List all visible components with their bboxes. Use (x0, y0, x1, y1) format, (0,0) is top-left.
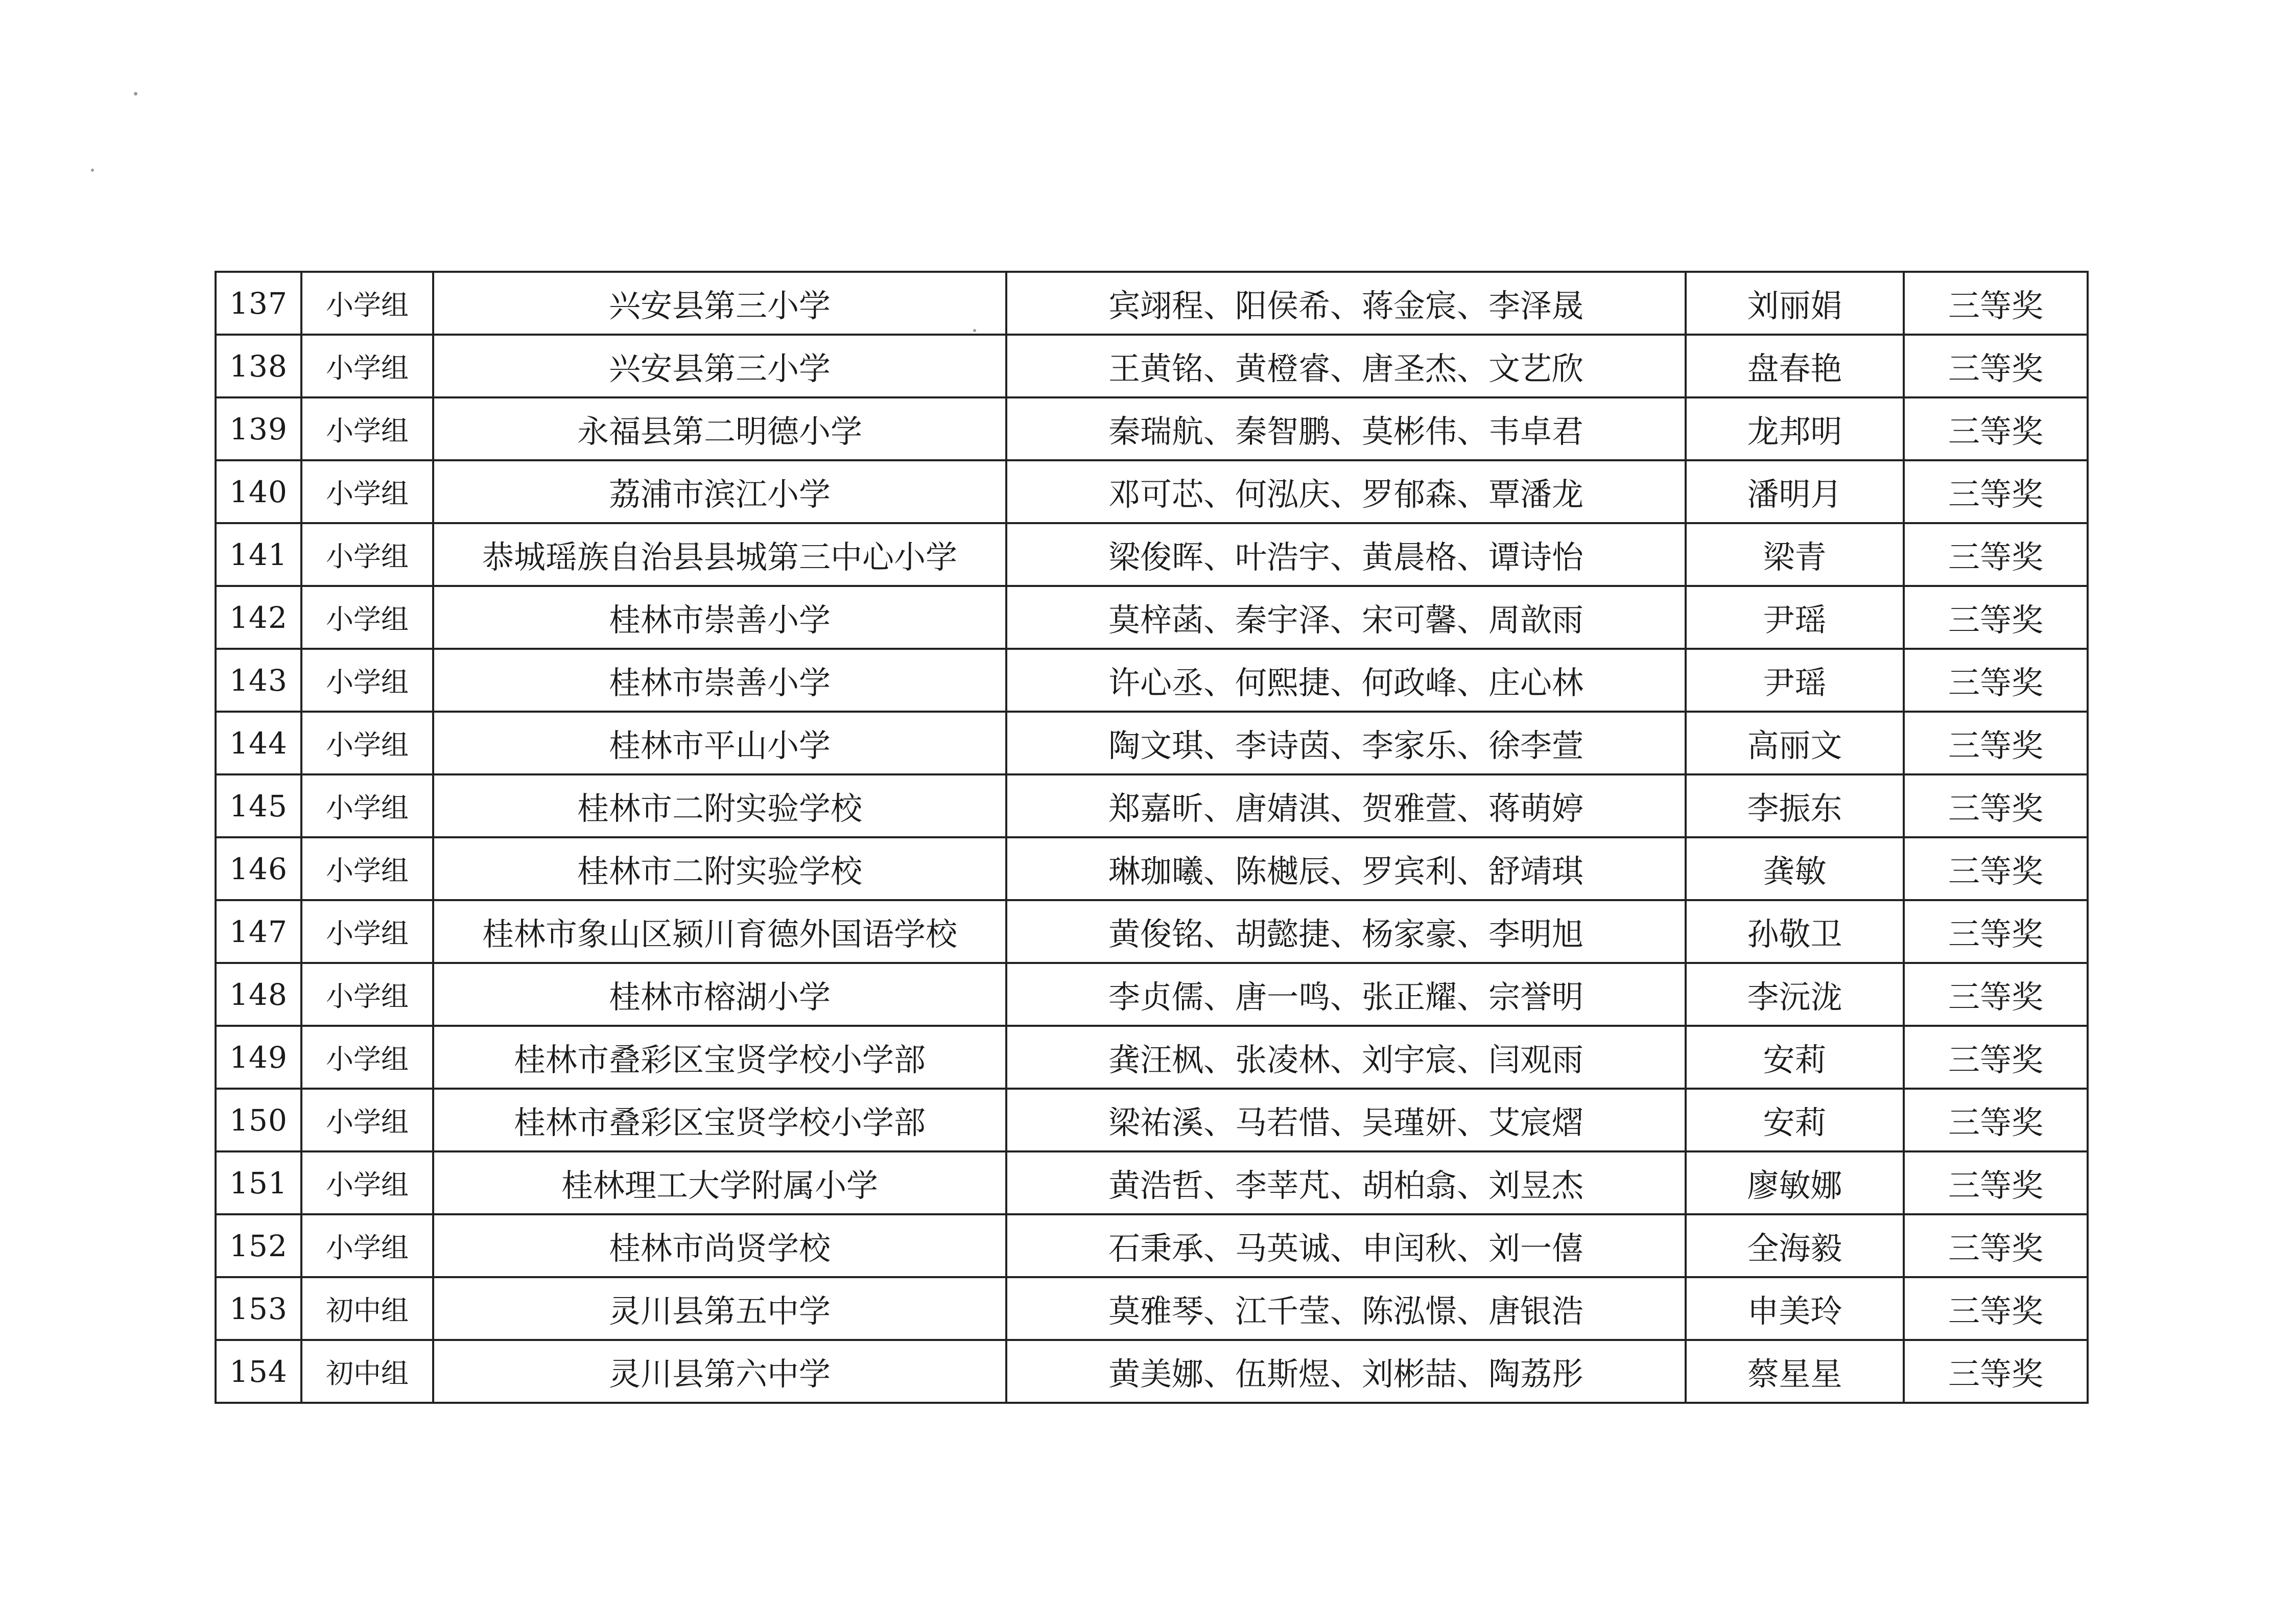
entry-number: 140 (216, 460, 301, 523)
award-cell: 三等奖 (1904, 712, 2088, 774)
students-cell: 龚汪枫、张凌林、刘宇宸、闫观雨 (1006, 1026, 1686, 1089)
entry-number: 141 (216, 523, 301, 586)
entry-number: 142 (216, 586, 301, 649)
school-cell: 恭城瑶族自治县县城第三中心小学 (433, 523, 1006, 586)
group-cell: 小学组 (301, 460, 433, 523)
table-row (216, 963, 2088, 1026)
students-cell: 李贞儒、唐一鸣、张正耀、宗誉明 (1006, 963, 1686, 1026)
entry-number: 150 (216, 1089, 301, 1151)
award-cell: 三等奖 (1904, 460, 2088, 523)
table-row (216, 397, 2088, 460)
group-cell: 小学组 (301, 335, 433, 397)
award-cell: 三等奖 (1904, 272, 2088, 335)
students-cell: 黄俊铭、胡懿捷、杨家豪、李明旭 (1006, 900, 1686, 963)
entry-number: 149 (216, 1026, 301, 1089)
table-row (216, 460, 2088, 523)
entry-number: 143 (216, 649, 301, 712)
group-cell: 小学组 (301, 963, 433, 1026)
table-row (216, 1089, 2088, 1151)
teacher-cell: 李振东 (1686, 774, 1904, 837)
award-cell: 三等奖 (1904, 649, 2088, 712)
group-cell: 小学组 (301, 586, 433, 649)
award-cell: 三等奖 (1904, 1089, 2088, 1151)
table-row (216, 712, 2088, 774)
table-row (216, 900, 2088, 963)
teacher-cell: 潘明月 (1686, 460, 1904, 523)
scan-speck (91, 169, 94, 172)
school-cell: 桂林市叠彩区宝贤学校小学部 (433, 1026, 1006, 1089)
teacher-cell: 孙敬卫 (1686, 900, 1904, 963)
entry-number: 137 (216, 272, 301, 335)
students-cell: 石秉承、马英诚、申闰秋、刘一僖 (1006, 1214, 1686, 1277)
award-cell: 三等奖 (1904, 1026, 2088, 1089)
award-cell: 三等奖 (1904, 397, 2088, 460)
entry-number: 139 (216, 397, 301, 460)
group-cell: 小学组 (301, 1026, 433, 1089)
teacher-cell: 全海毅 (1686, 1214, 1904, 1277)
group-cell: 小学组 (301, 272, 433, 335)
entry-number: 138 (216, 335, 301, 397)
students-cell: 王黄铭、黄橙睿、唐圣杰、文艺欣 (1006, 335, 1686, 397)
teacher-cell: 廖敏娜 (1686, 1151, 1904, 1214)
table-row (216, 335, 2088, 397)
award-cell: 三等奖 (1904, 335, 2088, 397)
table-row (216, 523, 2088, 586)
teacher-cell: 龙邦明 (1686, 397, 1904, 460)
group-cell: 初中组 (301, 1277, 433, 1340)
award-cell: 三等奖 (1904, 774, 2088, 837)
school-cell: 灵川县第五中学 (433, 1277, 1006, 1340)
group-cell: 小学组 (301, 837, 433, 900)
school-cell: 兴安县第三小学 (433, 272, 1006, 335)
table-row (216, 1277, 2088, 1340)
students-cell: 莫雅琴、江千莹、陈泓憬、唐银浩 (1006, 1277, 1686, 1340)
teacher-cell: 盘春艳 (1686, 335, 1904, 397)
group-cell: 小学组 (301, 397, 433, 460)
students-cell: 秦瑞航、秦智鹏、莫彬伟、韦卓君 (1006, 397, 1686, 460)
group-cell: 小学组 (301, 649, 433, 712)
award-cell: 三等奖 (1904, 837, 2088, 900)
school-cell: 桂林市二附实验学校 (433, 774, 1006, 837)
school-cell: 桂林市崇善小学 (433, 586, 1006, 649)
entry-number: 145 (216, 774, 301, 837)
school-cell: 荔浦市滨江小学 (433, 460, 1006, 523)
students-cell: 许心丞、何熙捷、何政峰、庄心林 (1006, 649, 1686, 712)
teacher-cell: 安莉 (1686, 1089, 1904, 1151)
teacher-cell: 安莉 (1686, 1026, 1904, 1089)
award-cell: 三等奖 (1904, 1214, 2088, 1277)
entry-number: 148 (216, 963, 301, 1026)
table-row (216, 1340, 2088, 1403)
award-cell: 三等奖 (1904, 523, 2088, 586)
students-cell: 黄美娜、伍斯煜、刘彬喆、陶荔彤 (1006, 1340, 1686, 1403)
entry-number: 153 (216, 1277, 301, 1340)
school-cell: 灵川县第六中学 (433, 1340, 1006, 1403)
school-cell: 兴安县第三小学 (433, 335, 1006, 397)
award-cell: 三等奖 (1904, 1277, 2088, 1340)
award-cell: 三等奖 (1904, 963, 2088, 1026)
teacher-cell: 刘丽娟 (1686, 272, 1904, 335)
group-cell: 小学组 (301, 774, 433, 837)
teacher-cell: 李沅泷 (1686, 963, 1904, 1026)
teacher-cell: 梁青 (1686, 523, 1904, 586)
table-row (216, 586, 2088, 649)
students-cell: 梁俊晖、叶浩宇、黄晨格、谭诗怡 (1006, 523, 1686, 586)
students-cell: 莫梓菡、秦宇泽、宋可馨、周歆雨 (1006, 586, 1686, 649)
school-cell: 桂林市叠彩区宝贤学校小学部 (433, 1089, 1006, 1151)
award-cell: 三等奖 (1904, 1340, 2088, 1403)
table-row (216, 1151, 2088, 1214)
school-cell: 桂林市平山小学 (433, 712, 1006, 774)
group-cell: 小学组 (301, 900, 433, 963)
group-cell: 小学组 (301, 1089, 433, 1151)
students-cell: 琳珈曦、陈樾辰、罗宾利、舒靖琪 (1006, 837, 1686, 900)
entry-number: 151 (216, 1151, 301, 1214)
entry-number: 144 (216, 712, 301, 774)
award-cell: 三等奖 (1904, 586, 2088, 649)
students-cell: 梁祐溪、马若惜、吴瑾妍、艾宸熠 (1006, 1089, 1686, 1151)
group-cell: 小学组 (301, 712, 433, 774)
entry-number: 146 (216, 837, 301, 900)
table-row (216, 837, 2088, 900)
school-cell: 桂林理工大学附属小学 (433, 1151, 1006, 1214)
teacher-cell: 申美玲 (1686, 1277, 1904, 1340)
group-cell: 小学组 (301, 1151, 433, 1214)
school-cell: 桂林市象山区颍川育德外国语学校 (433, 900, 1006, 963)
table-row (216, 774, 2088, 837)
entry-number: 147 (216, 900, 301, 963)
awards-table (215, 271, 2089, 1404)
entry-number: 154 (216, 1340, 301, 1403)
students-cell: 郑嘉昕、唐婧淇、贺雅萱、蒋萌婷 (1006, 774, 1686, 837)
school-cell: 桂林市榕湖小学 (433, 963, 1006, 1026)
teacher-cell: 尹瑶 (1686, 586, 1904, 649)
awards-table-body (216, 272, 2088, 1403)
table-row (216, 649, 2088, 712)
teacher-cell: 高丽文 (1686, 712, 1904, 774)
students-cell: 邓可芯、何泓庆、罗郁森、覃潘龙 (1006, 460, 1686, 523)
group-cell: 小学组 (301, 1214, 433, 1277)
school-cell: 桂林市二附实验学校 (433, 837, 1006, 900)
teacher-cell: 蔡星星 (1686, 1340, 1904, 1403)
table-row (216, 1214, 2088, 1277)
teacher-cell: 龚敏 (1686, 837, 1904, 900)
school-cell: 桂林市尚贤学校 (433, 1214, 1006, 1277)
award-cell: 三等奖 (1904, 1151, 2088, 1214)
teacher-cell: 尹瑶 (1686, 649, 1904, 712)
table-row (216, 1026, 2088, 1089)
entry-number: 152 (216, 1214, 301, 1277)
table-row (216, 272, 2088, 335)
award-cell: 三等奖 (1904, 900, 2088, 963)
group-cell: 小学组 (301, 523, 433, 586)
scan-speck (134, 92, 137, 96)
school-cell: 桂林市崇善小学 (433, 649, 1006, 712)
students-cell: 宾翊程、阳侯希、蒋金宸、李泽晟 (1006, 272, 1686, 335)
school-cell: 永福县第二明德小学 (433, 397, 1006, 460)
group-cell: 初中组 (301, 1340, 433, 1403)
students-cell: 黄浩哲、李莘芃、胡柏翕、刘昱杰 (1006, 1151, 1686, 1214)
students-cell: 陶文琪、李诗茵、李家乐、徐李萱 (1006, 712, 1686, 774)
